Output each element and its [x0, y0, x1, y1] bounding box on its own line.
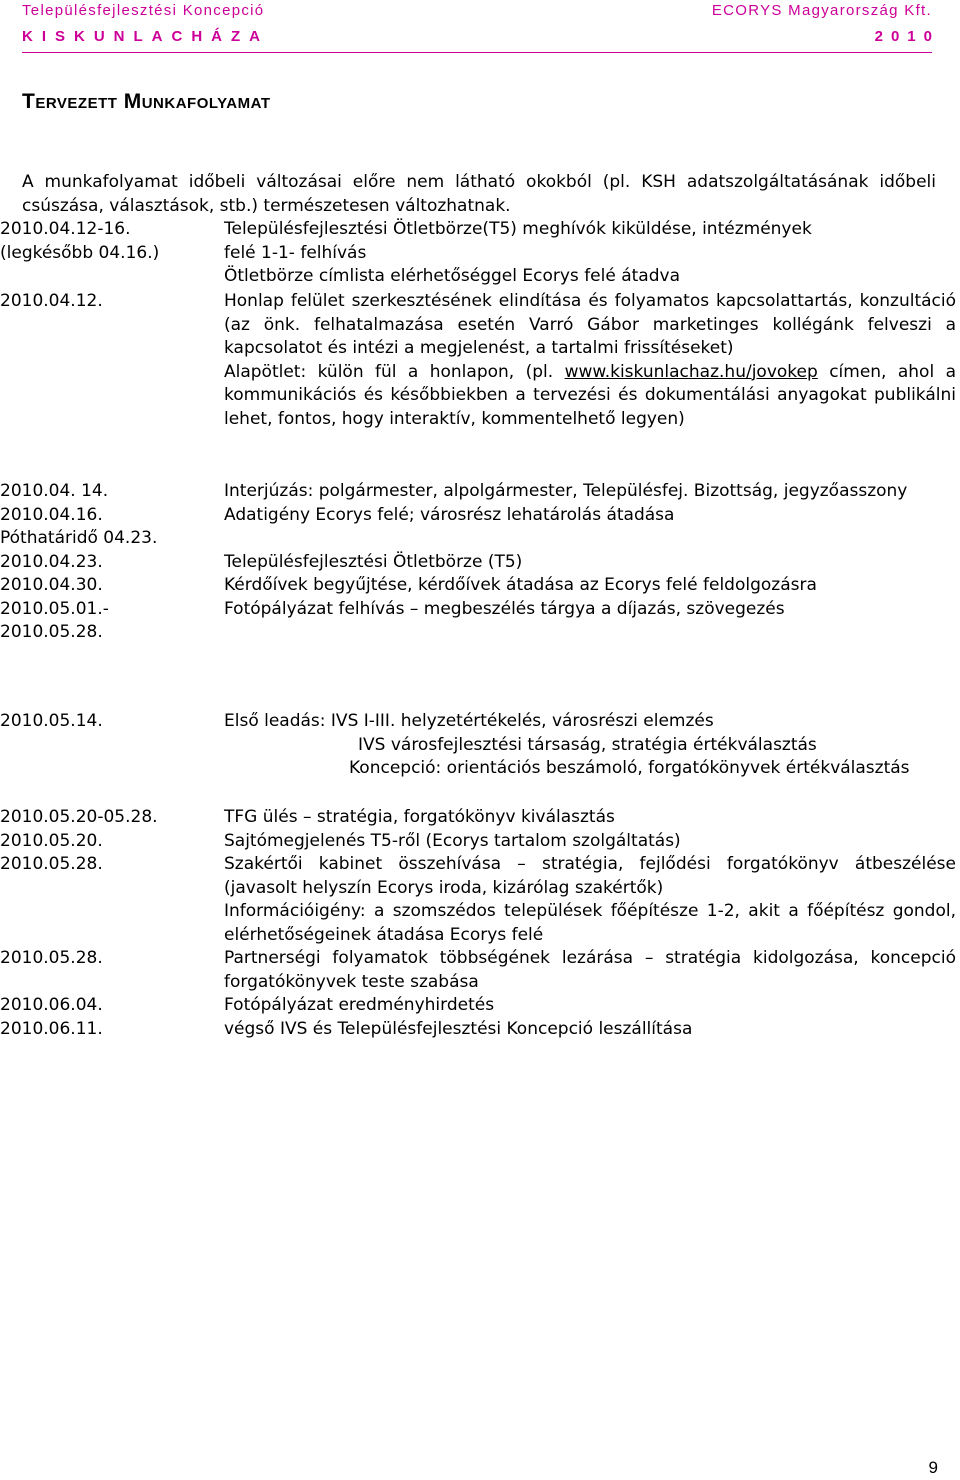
schedule-date: 2010.04. 14. — [0, 481, 109, 501]
schedule-description: Fotópályázat felhívás – megbeszélés tárgya a díjazás, szövegezés — [224, 598, 785, 619]
schedule-row — [0, 218, 956, 242]
schedule-date: 2010.06.11. — [0, 1018, 103, 1039]
schedule-block-5 — [0, 806, 956, 1041]
schedule-date — [0, 900, 224, 947]
running-header — [22, 2, 932, 24]
schedule-description: Ötletbörze címlista elérhetőséggel Ecorys felé átadva — [224, 266, 680, 286]
schedule-date: (legkésőbb 04.16.) — [0, 242, 160, 263]
schedule-block-4 — [0, 710, 956, 781]
schedule-block-2 — [0, 290, 956, 431]
schedule-date: 2010.05.20. — [0, 830, 103, 851]
intro-paragraph: A munkafolyamat időbeli változásai előre nem látható okokból (pl. KSH adatszolgáltatásának időbeli csúszása, választások, stb.) természetesen változhatnak. — [22, 172, 936, 216]
schedule-description: végső IVS és Településfejlesztési Koncepció leszállítása — [224, 1018, 693, 1039]
schedule-date: 2010.06.04. — [0, 995, 103, 1015]
schedule-row — [0, 480, 956, 504]
schedule-row — [0, 806, 956, 830]
header-company: ECORYS Magyarország Kft. — [711, 2, 932, 19]
schedule-row — [0, 1018, 956, 1042]
schedule-description — [224, 621, 956, 645]
schedule-row — [0, 527, 956, 551]
schedule-row — [0, 830, 956, 854]
schedule-description: Interjúzás: polgármester, alpolgármester, Településfej. Bizottság, jegyzőasszony — [224, 481, 908, 501]
schedule-description — [224, 710, 956, 781]
schedule-row — [0, 265, 956, 289]
schedule-date: 2010.05.28. — [0, 854, 103, 874]
schedule-description: Településfejlesztési Ötletbörze (T5) — [224, 551, 523, 572]
schedule-description: Fotópályázat eredményhirdetés — [224, 995, 495, 1015]
schedule-description — [224, 290, 956, 431]
schedule-description: Adatigény Ecorys felé; városrész lehatárolás átadása — [224, 504, 675, 525]
schedule-date: 2010.05.20-05.28. — [0, 807, 158, 827]
schedule-date: 2010.04.23. — [0, 551, 103, 572]
schedule-description: felé 1-1- felhívás — [224, 242, 367, 263]
schedule-row — [0, 994, 956, 1018]
section-title: Tervezett Munkafolyamat — [22, 90, 271, 113]
schedule-row — [0, 710, 956, 781]
schedule-row — [0, 242, 956, 266]
schedule-row — [0, 290, 956, 431]
schedule-date: 2010.05.28. — [0, 622, 103, 642]
header-town: KISKUNLACHÁZA — [22, 28, 269, 45]
schedule-row — [0, 621, 956, 645]
schedule-row — [0, 900, 956, 947]
schedule-description-text: Alapötlet: külön fül a honlapon, (pl. www.kiskunlachaz.hu/jovokep címen, ahol a kommunikációs és későbbiekben a tervezési és dokumentálási anyagokat publikálni lehet, fontos, hogy interaktív, kommentelhető legyen) — [224, 361, 957, 429]
schedule-description: TFG ülés – stratégia, forgatókönyv kiválasztás — [224, 807, 615, 827]
schedule-row — [0, 574, 956, 598]
schedule-row — [0, 551, 956, 575]
schedule-row — [0, 504, 956, 528]
schedule-description: Partnerségi folyamatok többségének lezárása – stratégia kidolgozása, koncepció forgatókönyvek teste szabása — [224, 948, 956, 992]
schedule-row — [0, 947, 956, 994]
schedule-date: 2010.05.01.- — [0, 598, 109, 619]
header-document-title: Településfejlesztési Koncepció — [22, 2, 265, 19]
schedule-date: 2010.04.16. — [0, 504, 103, 525]
schedule-description-text: Honlap felület szerkesztésének elindítása és folyamatos kapcsolattartás, konzultáció (az önk. felhatalmazása esetén Varró Gábor marketinges kollégánk felveszi a kapcsolatot és intézi a megjelenést, a tartalmi frissítéseket) — [224, 291, 956, 358]
running-subheader — [22, 28, 940, 50]
schedule-row — [0, 853, 956, 900]
schedule-date: 2010.04.12-16. — [0, 219, 131, 239]
schedule-description: Kérdőívek begyűjtése, kérdőívek átadása az Ecorys felé feldolgozásra — [224, 575, 817, 595]
schedule-description-text: Első leadás: IVS I-III. helyzetértékelés, városrészi elemzés — [224, 711, 714, 731]
schedule-description: Sajtómegjelenés T5-ről (Ecorys tartalom szolgáltatás) — [224, 830, 681, 851]
schedule-date: 2010.04.12. — [0, 291, 103, 311]
schedule-date: 2010.05.28. — [0, 948, 103, 968]
schedule-date: Póthatáridő 04.23. — [0, 528, 158, 548]
header-rule — [22, 52, 932, 53]
schedule-row — [0, 598, 956, 622]
schedule-description-text: IVS városfejlesztési társaság, stratégia értékválasztás — [358, 734, 817, 755]
schedule-description — [224, 527, 956, 551]
schedule-description: Településfejlesztési Ötletbörze(T5) meghívók kiküldése, intézmények — [224, 219, 812, 239]
website-link[interactable]: www.kiskunlachaz.hu/jovokep — [564, 361, 818, 382]
page-number: 9 — [928, 1458, 938, 1477]
schedule-block-3 — [0, 480, 956, 645]
schedule-block-1 — [0, 218, 956, 289]
schedule-description: Szakértői kabinet összehívása – stratégia, fejlődési forgatókönyv átbeszélése (javasolt helyszín Ecorys iroda, kizárólag szakértők) — [224, 854, 956, 898]
header-year: 2010 — [874, 28, 940, 45]
schedule-date: 2010.04.30. — [0, 575, 103, 595]
schedule-date: 2010.05.14. — [0, 711, 103, 731]
schedule-description-text: Koncepció: orientációs beszámoló, forgatókönyvek értékválasztás — [349, 758, 910, 778]
schedule-description: Információigény: a szomszédos települések főépítésze 1-2, akit a főépítész gondol, elérhetőségeinek átadása Ecorys felé — [224, 901, 956, 945]
